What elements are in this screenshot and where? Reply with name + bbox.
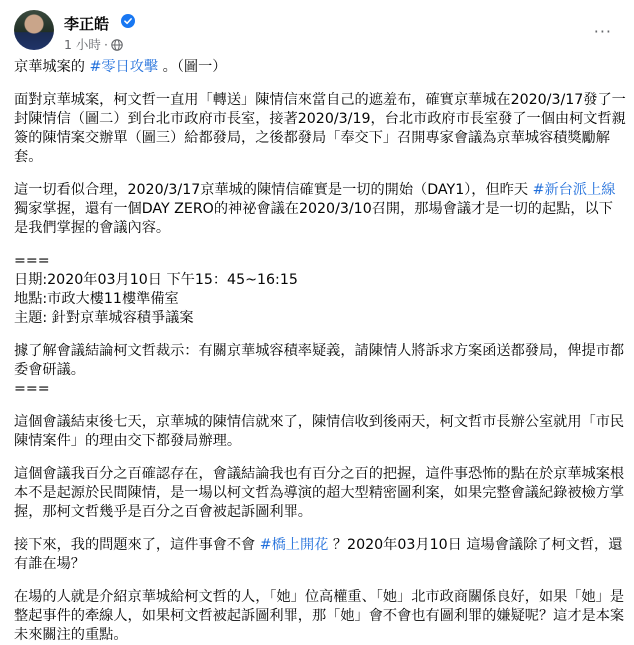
post-paragraph: [14, 413, 626, 451]
globe-icon: [111, 39, 123, 51]
paragraph-text: 在場的人就是介紹京華城給柯文哲的人，「她」位高權重、「她」北市政商關係良好，如果「她」是整起事件的牽線人，如果柯文哲被起訴圖利罪，那「她」會不會也有圖利罪的嫌疑呢？這才是本案未來關注的重點。: [14, 589, 625, 643]
post-paragraph: [14, 536, 626, 574]
paragraph-text: === 日期:2020年03月10日 下午15：45~16:15 地點:市政大樓11樓準備室 主題: 針對京華城容積爭議案: [14, 253, 298, 326]
avatar[interactable]: [14, 10, 54, 50]
hashtag-link[interactable]: #新台派上線: [532, 182, 616, 198]
post-paragraph: [14, 181, 626, 238]
post-time[interactable]: 1 小時: [64, 37, 101, 52]
paragraph-text: 。（圖一）: [158, 59, 227, 75]
post-paragraph: [14, 252, 626, 328]
more-options-icon[interactable]: ···: [593, 22, 612, 41]
hashtag-link[interactable]: #零日攻擊: [89, 59, 159, 75]
author-name[interactable]: 李正皓: [64, 15, 110, 33]
post-meta: [64, 35, 123, 53]
paragraph-text: 面對京華城案，柯文哲一直用「轉送」陳情信來當自己的遮羞布，確實京華城在2020/3/17發了一封陳情信（圖二）到台北市政府市長室，接著2020/3/19，台北市政府市長室發了一個由柯文哲親簽的陳情案交辦單（圖三）給都發局，之後都發局「奉交下」召開專家會議為京華城容積獎勵解套。: [14, 92, 626, 165]
paragraph-text: 獨家掌握，還有一個DAY ZERO的神祕會議在2020/3/10召開，那場會議才是一切的起點，以下是我們掌握的會議內容。: [14, 182, 620, 236]
paragraph-text: 接下來，我的問題來了，這件事會不會: [14, 537, 260, 553]
post-body: [14, 58, 626, 645]
hashtag-link[interactable]: #橋上開花: [259, 537, 329, 553]
verified-badge-icon: [121, 14, 135, 28]
post-paragraph: [14, 342, 626, 399]
paragraph-text: 這個會議結束後七天，京華城的陳情信就來了，陳情信收到後兩天，柯文哲市長辦公室就用「市民陳情案件」的理由交下都發局辦理。: [14, 414, 625, 449]
post-paragraph: [14, 465, 626, 522]
post-paragraph: [14, 58, 626, 77]
paragraph-text: 這個會議我百分之百確認存在，會議結論我也有百分之百的把握，這件事恐怖的點在於京華城案根本不是起源於民間陳情，是一場以柯文哲為導演的超大型精密圖利案，如果完整會議紀錄被檢方掌握，那柯文哲幾乎是百分之百會被起訴圖利罪。: [14, 466, 625, 520]
post-header: [14, 10, 620, 54]
paragraph-text: 據了解會議結論柯文哲裁示：有關京華城容積率疑義，請陳情人將訴求方案函送都發局，俾提市都委會研議。 ===: [14, 343, 625, 397]
post-paragraph: [14, 91, 626, 167]
post-paragraph: [14, 588, 626, 645]
meta-separator: ·: [103, 37, 108, 52]
paragraph-text: 京華城案的: [14, 59, 90, 75]
paragraph-text: ？2020年03月10日 這場會議除了柯文哲，還有誰在場？: [14, 537, 623, 572]
paragraph-text: 這一切看似合理，2020/3/17京華城的陳情信確實是一切的開始（DAY1），但昨天: [14, 182, 533, 198]
